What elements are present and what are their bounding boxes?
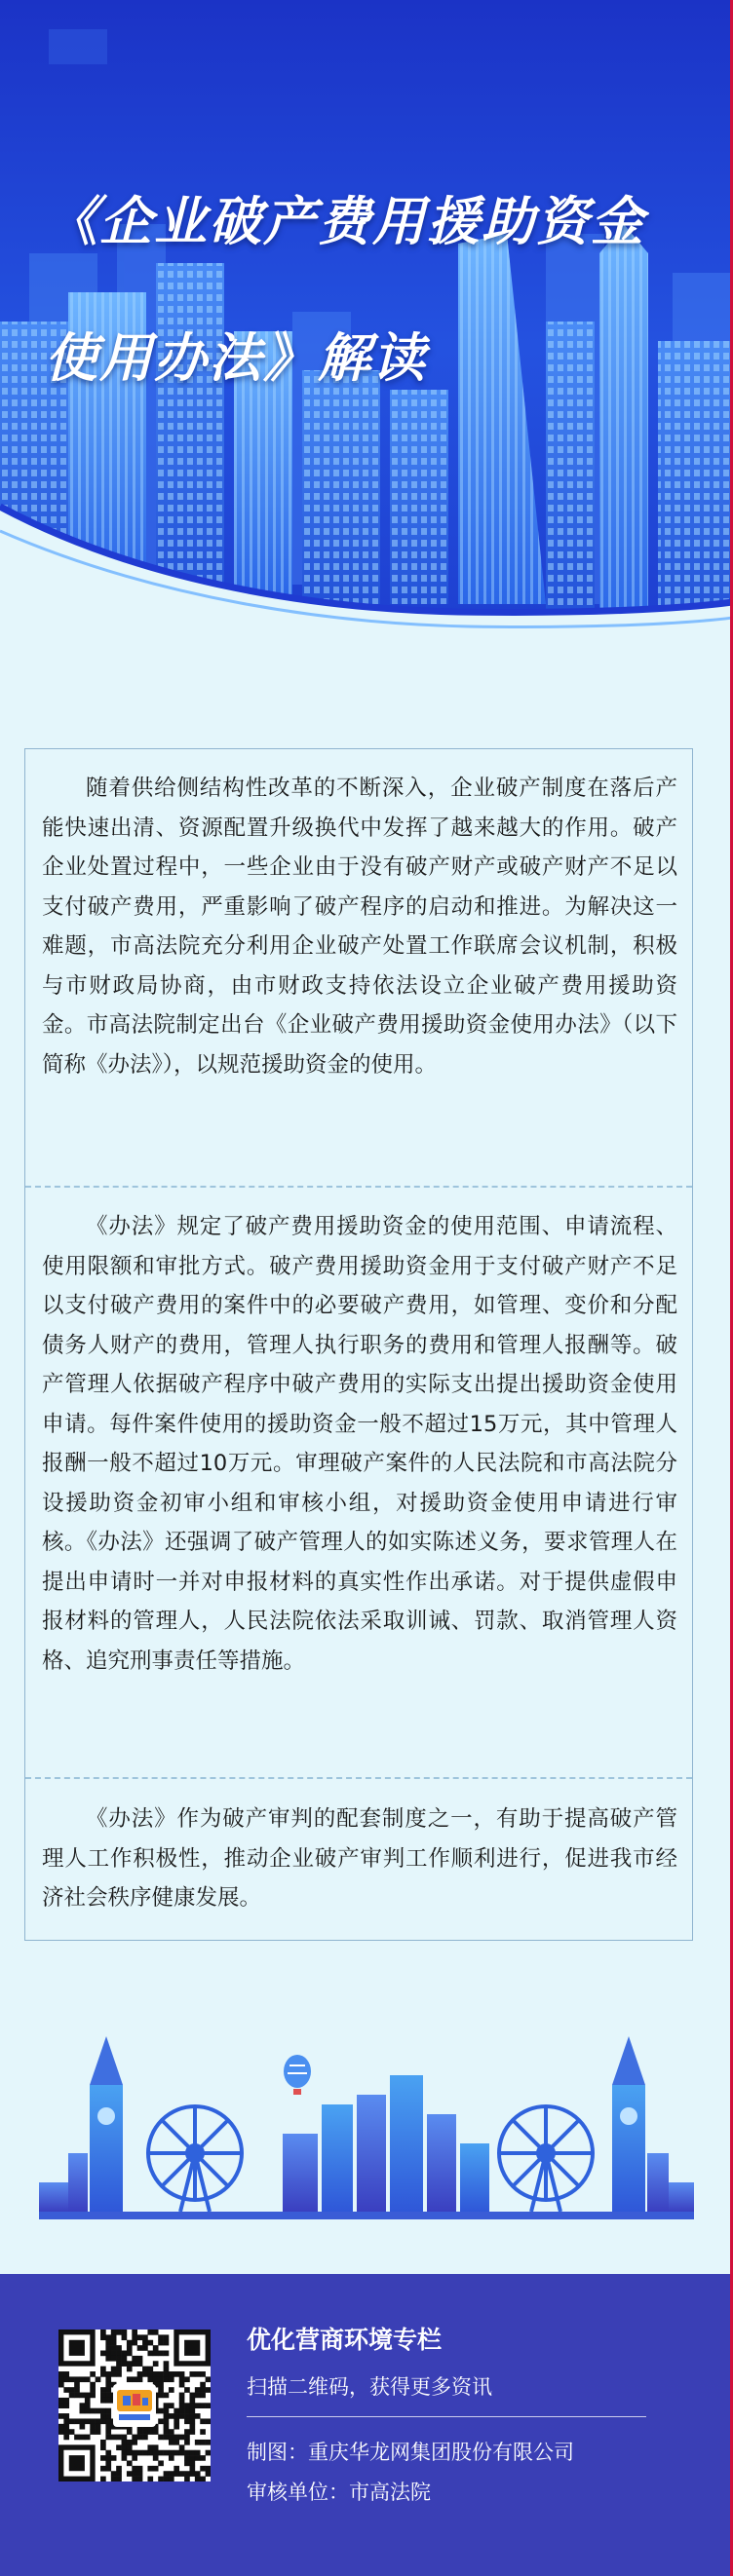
- landmark-skyline-illustration: [0, 2007, 733, 2241]
- header-banner: [0, 0, 733, 672]
- qr-center-logo: [113, 2384, 156, 2427]
- page-title-line-2: 使用办法》解读: [45, 327, 427, 389]
- article-box: [24, 748, 693, 1941]
- qr-code[interactable]: [58, 2330, 211, 2481]
- article-paragraph: 随着供给侧结构性改革的不断深入，企业破产制度在落后产能快速出清、资源配置升级换代中发挥了越来越大的作用。破产企业处置过程中，一些企业由于没有破产财产或破产财产不足以支付破产费用，严重影响了破产程序的启动和推进。为解决这一难题，市高法院充分利用企业破产处置工作联席会议机制，积极与市财政局协商，由市财政支持依法设立企业破产费用援助资金。市高法院制定出台《企业破产费用援助资金使用办法》（以下简称《办法》），以规范援助资金的使用。: [42, 776, 677, 1078]
- article-paragraph: 《办法》规定了破产费用援助资金的使用范围、申请流程、使用限额和审批方式。破产费用援助资金用于支付破产财产不足以支付破产费用的案件中的必要破产费用，如管理、变价和分配债务人财产的费用，管理人执行职务的费用和管理人报酬等。破产管理人依据破产程序中破产费用的实际支出提出援助资金使用申请。每件案件使用的援助资金一般不超过15万元，其中管理人报酬一般不超过10万元。审理破产案件的人民法院和市高法院分设援助资金初审小组和审核小组，对援助资金使用申请进行审核。《办法》还强调了破产管理人的如实陈述义务，要求管理人在提出申请时一并对申报材料的真实性作出承诺。对于提供虚假申报材料的管理人，人民法院依法采取训诫、罚款、取消管理人资格、追究刑事责任等措施。: [42, 1214, 677, 1674]
- dashed-divider: [25, 1777, 692, 1779]
- article-paragraph: 《办法》作为破产审判的配套制度之一，有助于提高破产管理人工作积极性，推动企业破产审判工作顺利进行，促进我市经济社会秩序健康发展。: [42, 1806, 677, 1911]
- footer-divider: [247, 2416, 646, 2417]
- scan-hint: 扫描二维码，获得更多资讯: [247, 2375, 492, 2399]
- page-title-line-1: 《企业破产费用援助资金: [45, 191, 645, 252]
- reviewer-credit: 审核单位：市高法院: [247, 2481, 431, 2504]
- column-title: 优化营商环境专栏: [247, 2326, 443, 2354]
- footer-panel: [0, 2274, 733, 2576]
- producer-credit: 制图：重庆华龙网集团股份有限公司: [247, 2441, 574, 2464]
- dashed-divider: [25, 1186, 692, 1188]
